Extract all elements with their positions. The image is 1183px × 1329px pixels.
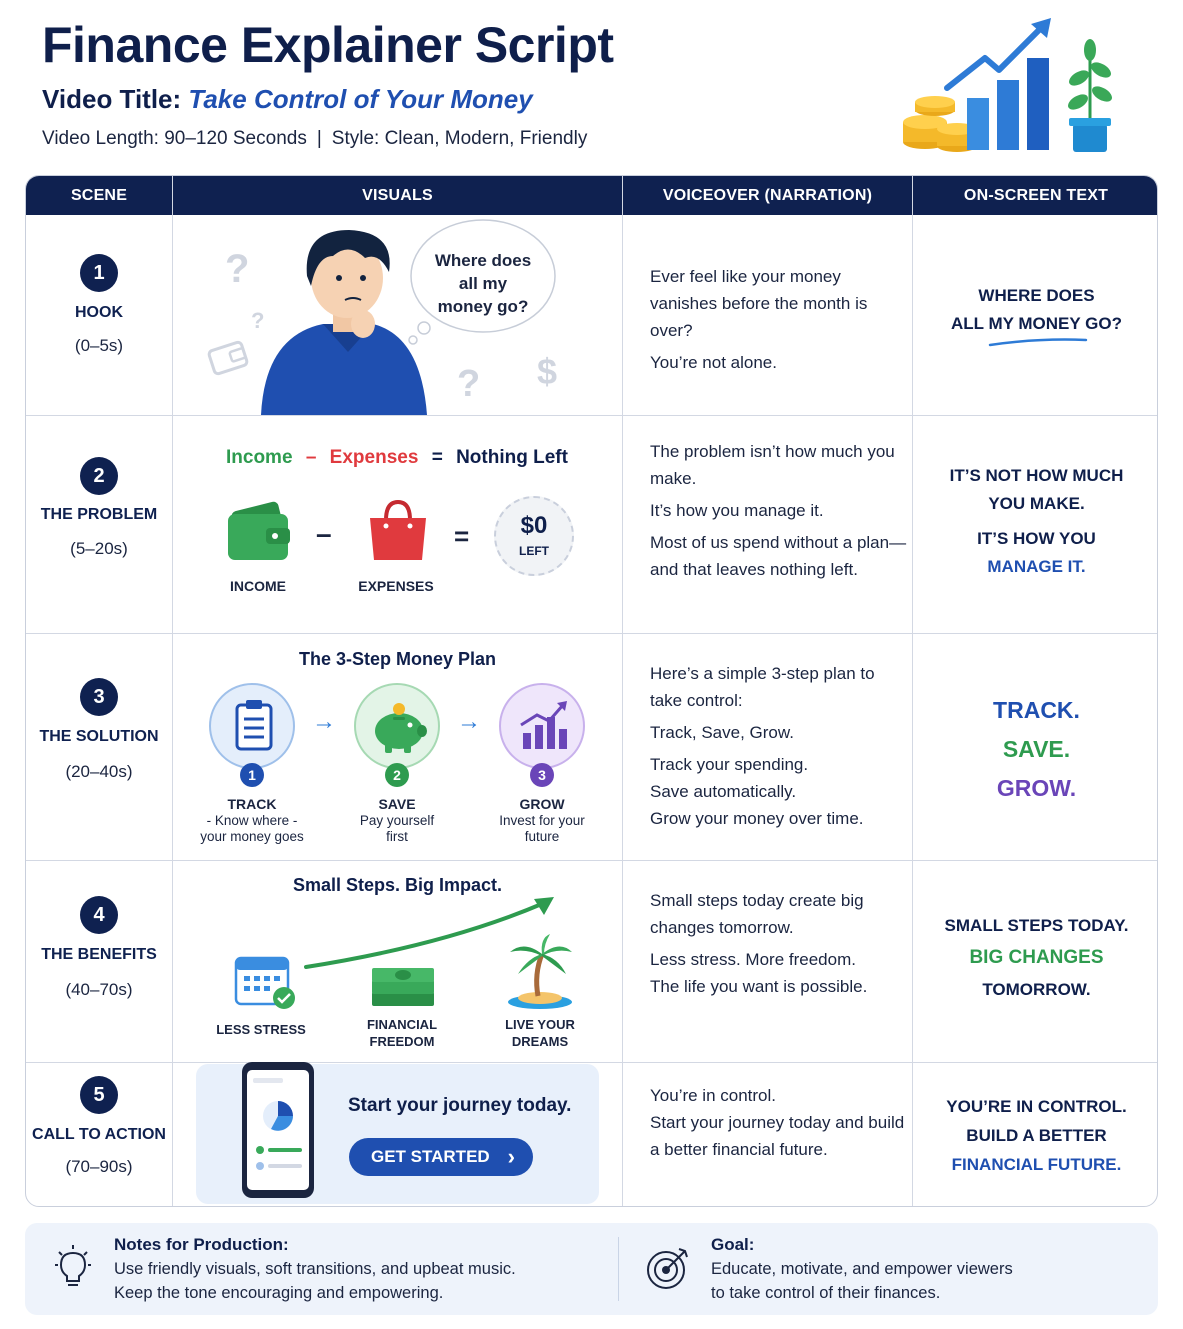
voiceover-line: You’re not alone. <box>650 353 777 372</box>
growth-chart-icon <box>501 685 587 771</box>
goal-title: Goal: <box>711 1235 755 1254</box>
script-table <box>25 175 1158 1207</box>
scene-name: THE PROBLEM <box>40 506 158 523</box>
scene-number: 2 <box>80 457 118 495</box>
label-line: FREEDOM <box>369 1034 435 1049</box>
voiceover-line: Small steps today create big changes tomorrow. <box>650 891 864 937</box>
voiceover-line: The problem isn’t how much you make. <box>650 442 895 488</box>
onscreen-line: BUILD A BETTER <box>966 1126 1107 1145</box>
video-title-line <box>42 84 533 115</box>
zero-left-badge <box>494 496 574 576</box>
onscreen-line: MANAGE IT. <box>987 557 1086 576</box>
grow-desc <box>472 813 612 845</box>
dreams-label <box>490 1016 590 1050</box>
growth-chart-illustration <box>895 14 1125 164</box>
production-note-line: Keep the tone encouraging and empowering. <box>114 1284 444 1302</box>
video-meta <box>42 128 587 150</box>
step-number: 3 <box>530 763 554 787</box>
onscreen-line: YOU MAKE. <box>988 494 1085 513</box>
target-icon <box>645 1245 691 1291</box>
voiceover-text <box>650 887 910 1005</box>
grow-label: GROW <box>519 796 565 812</box>
video-title: Take Control of Your Money <box>188 84 533 114</box>
coin-stack-icon <box>903 96 977 152</box>
onscreen-line: BIG CHANGES <box>969 947 1104 968</box>
scene-name: THE BENEFITS <box>41 946 157 963</box>
dash-mark: - <box>292 813 298 828</box>
voiceover-text <box>650 438 910 588</box>
scene-number: 3 <box>80 678 118 716</box>
money-stack-icon <box>366 958 442 1014</box>
track-label: TRACK <box>227 796 277 812</box>
wallet-icon <box>208 341 248 374</box>
scene-time: (70–90s) <box>65 1157 133 1176</box>
row-divider <box>26 415 1157 416</box>
eq-result: Nothing Left <box>456 447 568 468</box>
meta-separator: | <box>316 128 322 149</box>
hook-illustration <box>173 216 622 415</box>
divider <box>912 176 913 1206</box>
onscreen-line: ALL MY MONEY GO? <box>951 314 1122 333</box>
voiceover-line: The life you want is possible. <box>650 977 868 996</box>
scene-time: (5–20s) <box>70 539 128 558</box>
get-started-button[interactable] <box>349 1138 533 1176</box>
bar-chart-icon <box>967 58 1049 150</box>
goal-line: Educate, motivate, and empower viewers <box>711 1260 1013 1278</box>
onscreen-text <box>914 282 1158 338</box>
benefits-title: Small Steps. Big Impact. <box>292 875 503 895</box>
track-desc <box>182 813 322 845</box>
expenses-label: EXPENSES <box>358 578 434 594</box>
onscreen-line: TRACK. <box>993 697 1080 723</box>
voiceover-line: Most of us spend without a plan—and that leaves nothing left. <box>650 533 907 579</box>
save-step-circle <box>354 683 440 769</box>
col-voiceover: VOICEOVER (NARRATION) <box>662 187 873 204</box>
onscreen-line: SMALL STEPS TODAY. <box>944 916 1129 935</box>
minus-operator: – <box>316 518 332 549</box>
question-mark-icon: ? <box>251 308 265 333</box>
onscreen-line: IT’S HOW YOU <box>977 529 1096 548</box>
production-note-line: Use friendly visuals, soft transitions, and upbeat music. <box>114 1260 516 1278</box>
voiceover-line: Track, Save, Grow. <box>650 723 794 742</box>
desc-line: Pay yourself <box>359 813 435 828</box>
col-scene: SCENE <box>70 187 128 204</box>
scene-number: 1 <box>80 254 118 292</box>
save-label: SAVE <box>378 796 416 812</box>
problem-equation <box>226 447 568 469</box>
scene-time: (0–5s) <box>74 336 124 355</box>
equals-operator: = <box>454 521 470 551</box>
row-divider <box>26 860 1157 861</box>
video-title-label: Video Title: <box>42 84 182 114</box>
thinking-person-icon <box>261 230 427 415</box>
wallet-icon <box>226 496 306 566</box>
onscreen-text <box>914 462 1158 581</box>
dash-mark: - <box>206 813 212 828</box>
less-stress-label: LESS STRESS <box>216 1022 306 1037</box>
desc-line: Know where <box>214 813 290 828</box>
zero-amount: $0 <box>520 512 548 539</box>
label-line: LIVE YOUR <box>505 1017 575 1032</box>
video-style: Style: Clean, Modern, Friendly <box>331 128 588 149</box>
label-line: FINANCIAL <box>366 1017 438 1032</box>
goal-line: to take control of their finances. <box>711 1284 941 1302</box>
voiceover-line: Track your spending. <box>650 755 809 774</box>
palm-tree-icon <box>504 934 576 1010</box>
voiceover-line: Start your journey today and build a better financial future. <box>650 1113 905 1159</box>
notes-divider <box>618 1237 619 1301</box>
eq-minus: – <box>305 447 317 468</box>
zero-left-label: LEFT <box>519 544 549 558</box>
desc-line: first <box>386 829 408 844</box>
freedom-label <box>352 1016 452 1050</box>
eq-expenses: Expenses <box>329 447 419 468</box>
voiceover-text <box>650 1082 910 1168</box>
voiceover-line: You’re in control. <box>650 1086 777 1105</box>
scene-number: 4 <box>80 896 118 934</box>
grow-step-circle <box>499 683 585 769</box>
desc-line: future <box>524 829 560 844</box>
onscreen-line: TOMORROW. <box>982 980 1091 999</box>
underline-stroke <box>988 336 1088 348</box>
scene-time: (20–40s) <box>65 762 133 781</box>
phone-icon <box>238 1060 320 1202</box>
onscreen-text <box>914 1092 1158 1179</box>
production-notes <box>25 1223 1158 1315</box>
page-title: Finance Explainer Script <box>42 17 614 73</box>
voiceover-line: It’s how you manage it. <box>650 501 824 520</box>
scene-time: (40–70s) <box>65 980 133 999</box>
table-header <box>26 176 1157 215</box>
voiceover-line: Grow your money over time. <box>650 809 864 828</box>
voiceover-line: Here’s a simple 3-step plan to take control: <box>650 664 875 710</box>
voiceover-line: Less stress. More freedom. <box>650 950 856 969</box>
plant-icon <box>1065 39 1114 152</box>
onscreen-line: YOU’RE IN CONTROL. <box>946 1097 1127 1116</box>
calendar-check-icon <box>232 952 298 1012</box>
piggy-bank-icon <box>356 685 442 771</box>
onscreen-line: GROW. <box>996 775 1077 801</box>
divider <box>622 176 623 1206</box>
shopping-bag-icon <box>364 496 434 566</box>
arrow-right-icon: → <box>312 708 336 735</box>
get-started-label: GET STARTED <box>371 1147 490 1166</box>
voiceover-text <box>650 660 910 837</box>
clipboard-icon <box>211 685 297 771</box>
eq-income: Income <box>226 447 293 468</box>
scene-name: THE SOLUTION <box>39 728 159 745</box>
onscreen-text <box>914 691 1158 808</box>
chevron-right-icon: › <box>507 1144 515 1169</box>
scene-name: HOOK <box>75 304 123 321</box>
cta-headline: Start your journey today. <box>348 1095 572 1116</box>
dollar-icon: $ <box>537 351 558 392</box>
desc-line: Invest for your <box>499 813 585 828</box>
onscreen-line: WHERE DOES <box>978 286 1095 305</box>
row-divider <box>26 1062 1157 1063</box>
scene-name: CALL TO ACTION <box>32 1126 166 1143</box>
voiceover-line: Ever feel like your money vanishes before the month is over? <box>650 267 868 340</box>
onscreen-line: SAVE. <box>1002 736 1071 762</box>
thought-bubble-text: Where does all my money go? <box>434 251 532 316</box>
onscreen-line: IT’S NOT HOW MUCH <box>949 466 1124 485</box>
lightbulb-icon <box>53 1245 93 1291</box>
save-desc <box>327 813 467 845</box>
plan-title: The 3-Step Money Plan <box>298 649 497 669</box>
onscreen-text <box>914 910 1158 1006</box>
onscreen-line: FINANCIAL FUTURE. <box>951 1155 1122 1174</box>
step-number: 1 <box>240 763 264 787</box>
row-divider <box>26 633 1157 634</box>
desc-line: your money goes <box>200 829 304 844</box>
step-number: 2 <box>385 763 409 787</box>
production-notes-title: Notes for Production: <box>114 1235 289 1254</box>
col-visuals: VISUALS <box>362 187 433 204</box>
label-line: DREAMS <box>511 1034 569 1049</box>
voiceover-line: Save automatically. <box>650 782 797 801</box>
col-onscreen: ON-SCREEN TEXT <box>963 187 1109 204</box>
voiceover-text <box>650 263 910 381</box>
video-length: Video Length: 90–120 Seconds <box>42 128 307 149</box>
question-mark-icon: ? <box>457 363 481 405</box>
scene-number: 5 <box>80 1076 118 1114</box>
arrow-right-icon: → <box>457 708 481 735</box>
eq-equals: = <box>431 447 443 468</box>
track-step-circle <box>209 683 295 769</box>
question-mark-icon: ? <box>225 247 250 291</box>
income-label: INCOME <box>230 578 286 594</box>
